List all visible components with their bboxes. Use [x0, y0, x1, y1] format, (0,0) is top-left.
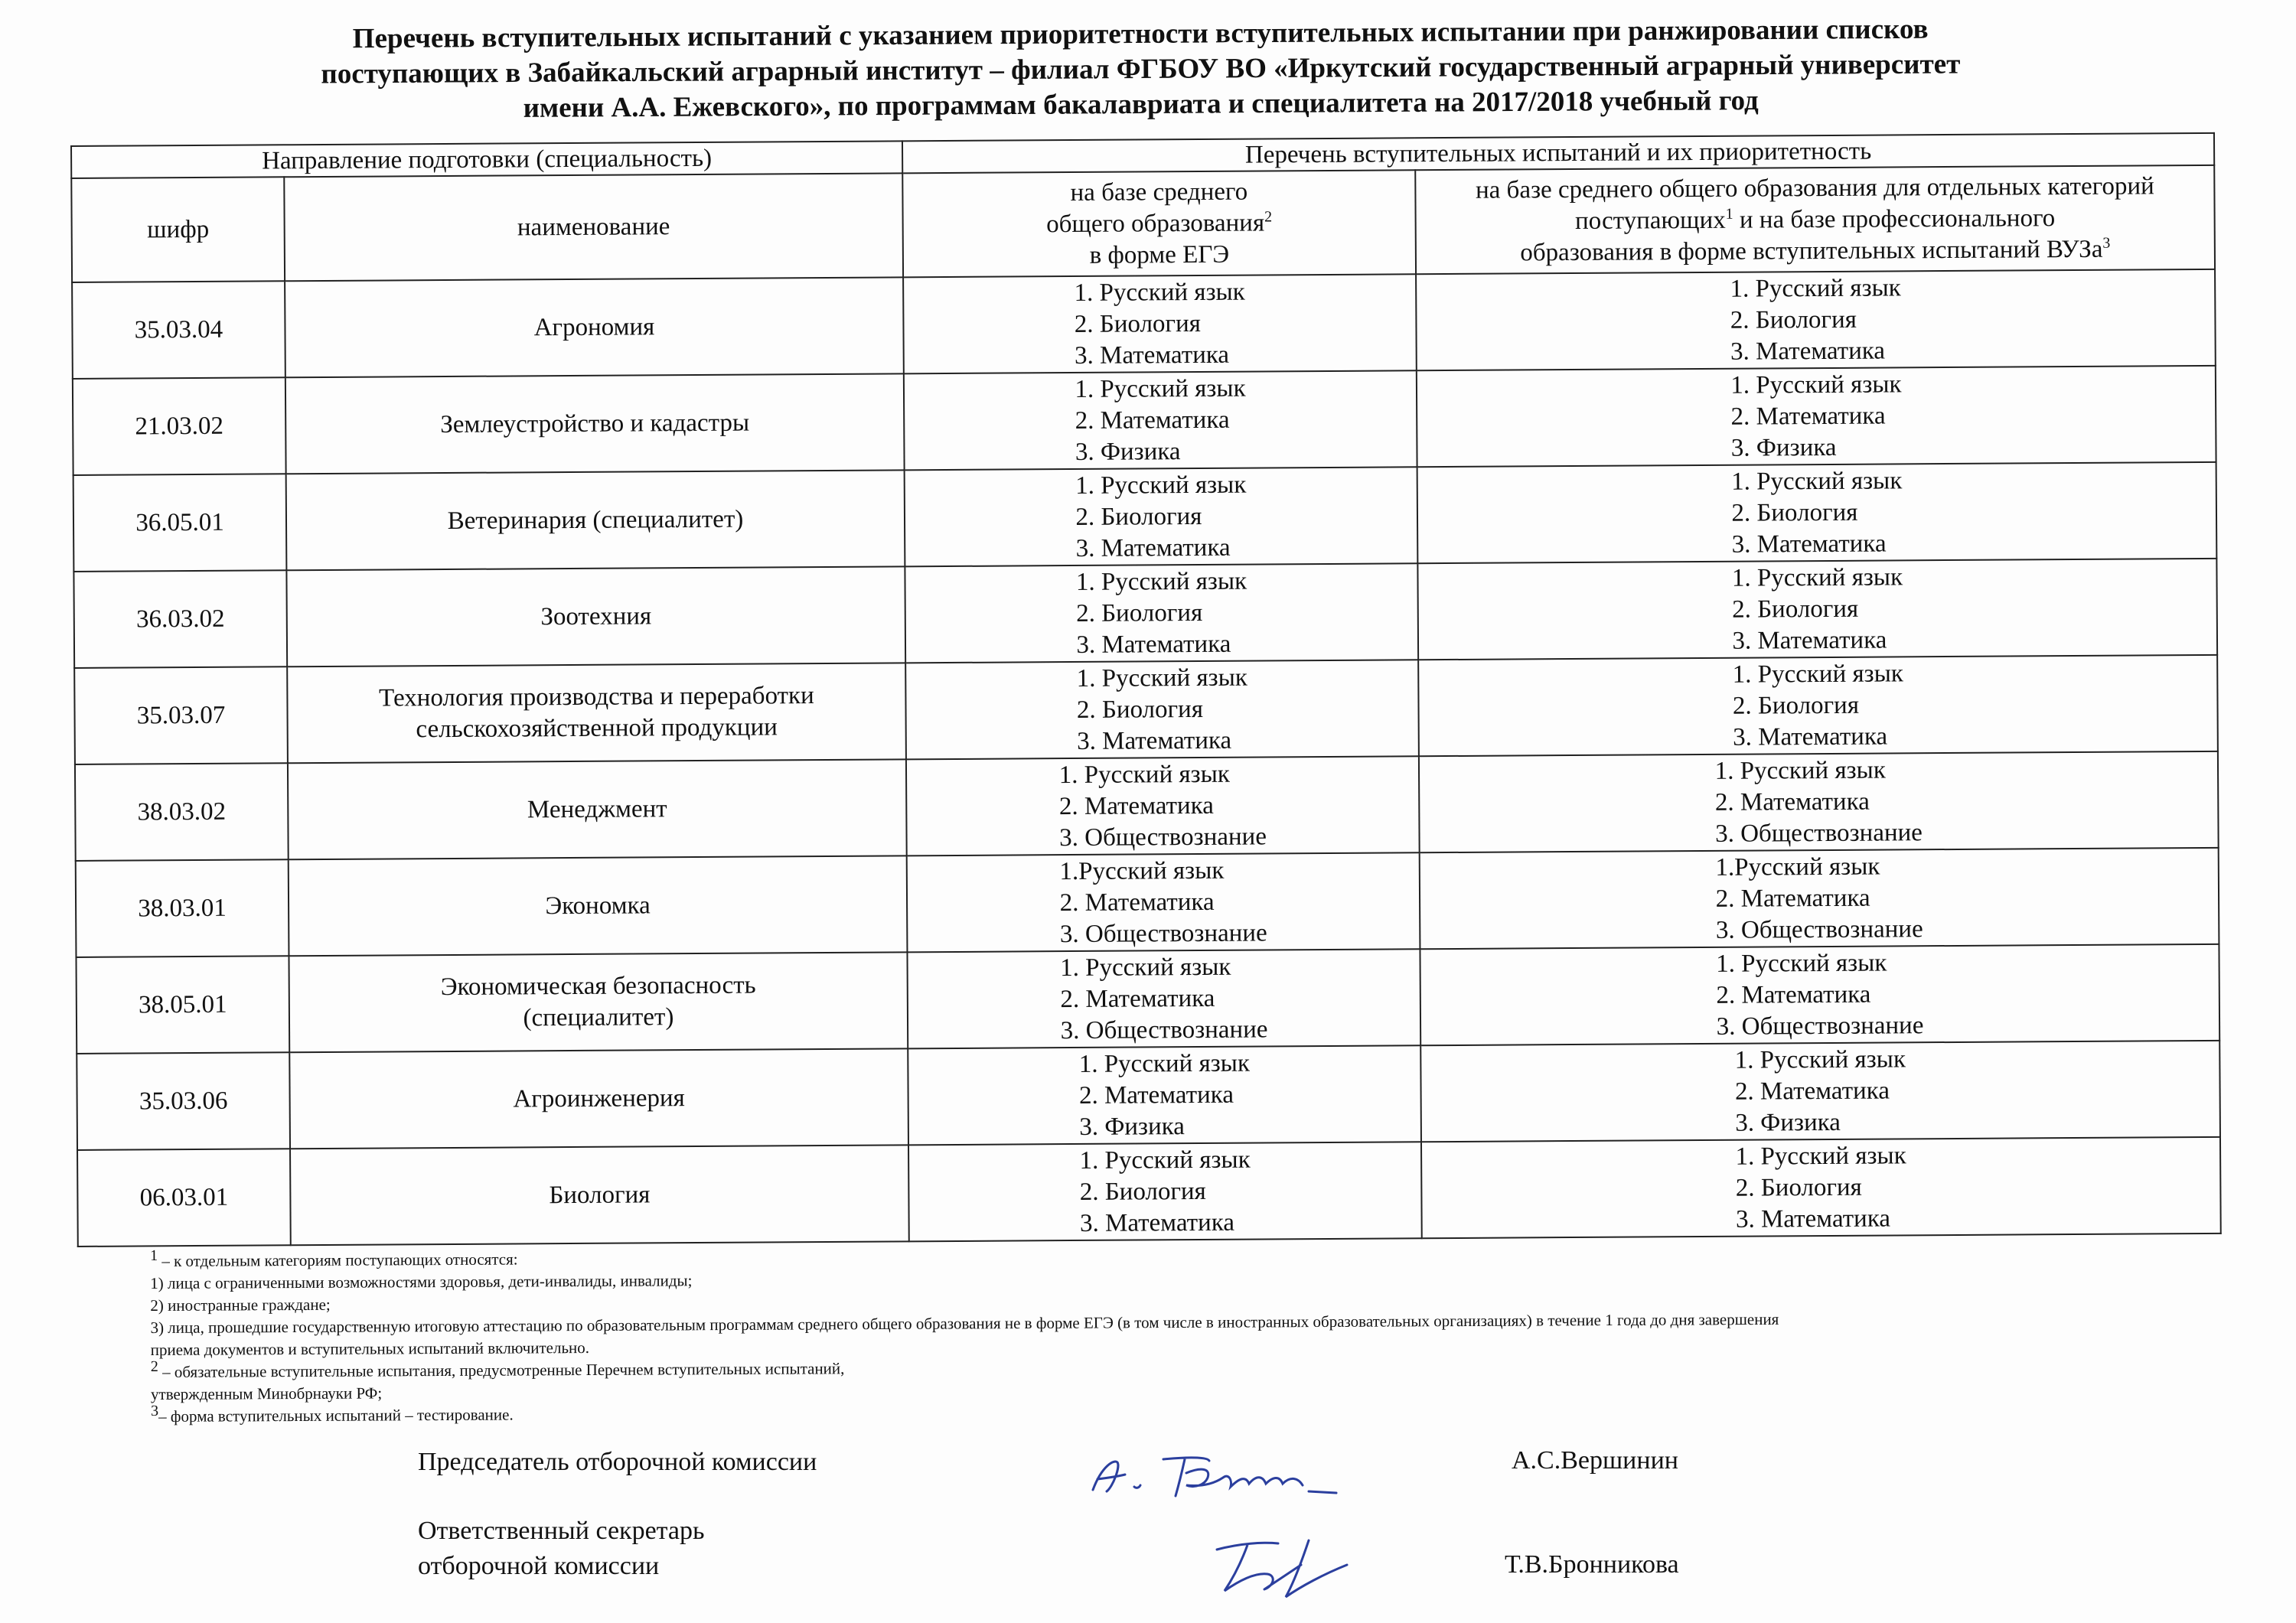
exam-list [1732, 562, 1903, 657]
exam-item: 1.Русский язык [1715, 852, 1880, 882]
exam-item: 2. Биология [1731, 498, 1858, 527]
exam-item: 2. Математика [1716, 980, 1871, 1009]
footnote-2-text: – обязательные вступительные испытания, предусмотренные Перечнем вступительных испытаний, [158, 1359, 845, 1381]
exam-item: 2. Биология [1730, 305, 1857, 334]
vuz-exams-cell [1417, 366, 2216, 467]
exam-list [1076, 565, 1247, 660]
footnote-ref-2: 2 [1264, 207, 1273, 225]
exam-item: 3. Обществознание [1715, 914, 1923, 944]
header-ege-line-1: на базе среднего [1070, 178, 1248, 207]
exam-item: 2. Биология [1076, 598, 1203, 627]
exam-item: 1. Русский язык [1060, 953, 1231, 982]
header-vuz-line-2 [1417, 201, 2214, 237]
header-ege-line-3: в форме ЕГЭ [1089, 240, 1230, 269]
exam-item: 2. Математика [1058, 791, 1214, 820]
exam-item: 3. Математика [1074, 341, 1230, 370]
vuz-exams-cell [1419, 751, 2219, 852]
footnote-1-item-2: 2) иностранные граждане; [150, 1295, 331, 1315]
title-line-3: имени А.А. Ежевского», по программам бакалавриата и специалитета на 2017/2018 учебный год [523, 85, 1759, 124]
exam-item: 2. Математика [1059, 888, 1215, 917]
document-title [138, 11, 2144, 129]
chair-role: Председатель отборочной комиссии [418, 1448, 817, 1476]
exam-item: 3. Физика [1730, 433, 1837, 462]
program-code: 38.03.02 [75, 763, 289, 861]
exam-list [1074, 276, 1245, 371]
exam-item: 2. Биология [1075, 502, 1202, 531]
exam-list [1075, 469, 1247, 564]
exam-item: 3. Математика [1732, 626, 1887, 655]
exam-item: 1. Русский язык [1076, 663, 1247, 693]
program-code: 36.03.02 [73, 570, 287, 668]
program-code: 35.03.06 [77, 1052, 290, 1150]
chair-signature [1079, 1442, 1416, 1511]
exam-item: 2. Биология [1732, 595, 1859, 624]
ege-exams-cell [908, 1045, 1421, 1145]
exam-item: 3. Математика [1733, 722, 1888, 751]
exam-item: 1. Русский язык [1714, 756, 1886, 785]
secretary-role-line-1: Ответственный секретарь [418, 1517, 705, 1545]
exam-item: 2. Математика [1734, 1077, 1890, 1106]
vuz-exams-cell [1418, 655, 2218, 756]
table-body [72, 269, 2221, 1247]
exam-item: 1. Русский язык [1732, 659, 1903, 689]
title-line-1: Перечень вступительных испытаний с указанием приоритетности вступительных испытании при ранжировании списков [352, 13, 1929, 55]
exam-list [1059, 758, 1267, 854]
header-ege-line-2 [904, 207, 1415, 241]
exam-item: 2. Биология [1074, 309, 1201, 338]
exam-item: 3. Обществознание [1715, 818, 1923, 848]
program-code: 35.03.07 [74, 666, 288, 764]
exam-item: 3. Математика [1730, 337, 1886, 366]
footnote-1-mark: 1 [149, 1247, 158, 1264]
exam-item: 2. Математика [1060, 984, 1215, 1013]
program-code: 38.05.01 [76, 956, 289, 1054]
exam-item: 1. Русский язык [1078, 1049, 1251, 1078]
program-name: Экономка [289, 855, 908, 956]
program-name: Ветеринария (специалитет) [286, 470, 905, 570]
table-row [76, 848, 2219, 957]
header-vuz-line-3 [1417, 233, 2214, 269]
table-row [74, 655, 2218, 764]
exam-item: 1. Русский язык [1075, 471, 1247, 500]
vuz-exams-cell [1417, 559, 2217, 660]
program-name: Биология [290, 1145, 909, 1245]
vuz-exams-cell [1416, 269, 2216, 370]
exam-item: 2. Биология [1732, 691, 1860, 720]
exam-item: 2. Биология [1079, 1177, 1206, 1206]
exam-list [1079, 1144, 1251, 1239]
table-row [73, 366, 2216, 475]
exam-item: 2. Математика [1075, 406, 1230, 435]
exam-item: 3. Математика [1731, 530, 1887, 559]
exam-list [1715, 851, 1923, 947]
exam-item: 2. Биология [1076, 695, 1204, 724]
table-row [75, 751, 2219, 861]
table-row [76, 944, 2219, 1054]
exam-list [1060, 951, 1267, 1047]
exam-item: 2. Математика [1078, 1080, 1234, 1110]
secretary-name: Т.В.Бронникова [1505, 1550, 1679, 1579]
exam-table-container [70, 132, 2220, 1247]
header-name: наименование [284, 173, 903, 281]
footnote-1-item-1: 1) лица с ограниченными возможностями здоровья, дети-инвалиды, инвалиды; [150, 1271, 693, 1292]
header-ege-text: общего образования [1046, 208, 1265, 238]
ege-exams-cell [907, 949, 1420, 1048]
ege-exams-cell [905, 467, 1418, 566]
header-vuz-text-c: образования в форме вступительных испытаний ВУЗа [1520, 235, 2103, 266]
program-name: Менеджмент [288, 759, 907, 859]
footnote-1-item-3-cont: приема документов и вступительных испытаний включительно. [150, 1338, 590, 1359]
exam-item: 2. Математика [1715, 884, 1870, 913]
exam-list [1735, 1140, 1906, 1235]
table-header-row [71, 165, 2215, 282]
ege-exams-cell [904, 370, 1417, 470]
exam-list [1733, 658, 1904, 753]
exam-item: 3. Физика [1735, 1108, 1841, 1137]
exam-item: 1. Русский язык [1058, 760, 1230, 789]
exam-item: 1. Русский язык [1079, 1146, 1251, 1175]
exam-item: 1. Русский язык [1075, 567, 1247, 596]
exam-item: 1. Русский язык [1735, 1141, 1906, 1171]
exam-item: 3. Физика [1079, 1112, 1185, 1141]
footnote-ref-3: 3 [2102, 234, 2111, 252]
table-row [73, 462, 2217, 572]
program-name: Агроинженерия [289, 1048, 908, 1149]
exam-list [1731, 465, 1903, 560]
footnote-ref-1: 1 [1725, 205, 1733, 223]
chair-name: А.С.Вершинин [1512, 1446, 1678, 1475]
exam-item: 3. Математика [1079, 1208, 1235, 1237]
vuz-exams-cell [1420, 848, 2219, 949]
exam-list [1077, 662, 1248, 757]
ege-exams-cell [905, 660, 1419, 759]
exam-table [70, 132, 2222, 1247]
program-name: Агрономия [285, 277, 904, 377]
exam-item: 3. Математика [1735, 1204, 1891, 1234]
header-vuz [1415, 165, 2215, 274]
program-name: Экономическая безопасность (специалитет) [289, 952, 908, 1052]
exam-item: 1.Русский язык [1059, 856, 1225, 885]
ege-exams-cell [903, 274, 1417, 373]
program-code: 06.03.01 [77, 1149, 291, 1247]
vuz-exams-cell [1420, 1041, 2220, 1142]
secretary-role-line-2: отборочной комиссии [418, 1552, 660, 1580]
exam-item: 3. Обществознание [1059, 822, 1267, 852]
table-row [72, 269, 2216, 379]
exam-item: 3. Математика [1075, 533, 1231, 562]
exam-item: 1. Русский язык [1731, 562, 1903, 592]
exam-item: 1. Русский язык [1074, 278, 1245, 307]
header-direction: Направление подготовки (специальность) [71, 141, 902, 178]
exam-list [1059, 855, 1267, 950]
exam-list [1079, 1048, 1251, 1142]
exam-list [1715, 754, 1923, 850]
footnote-3-text: – форма вступительных испытаний – тестирование. [158, 1405, 514, 1426]
secretary-signature [1194, 1527, 1378, 1603]
exam-item: 3. Обществознание [1060, 1015, 1268, 1045]
header-vuz-line-1: на базе среднего общего образования для отдельных категорий [1475, 171, 2154, 204]
program-code: 38.03.01 [76, 859, 289, 957]
exam-list [1716, 947, 1923, 1043]
exam-item: 2. Математика [1730, 402, 1886, 431]
exam-item: 2. Биология [1735, 1173, 1862, 1202]
table-row [77, 1137, 2221, 1247]
program-code: 21.03.02 [73, 377, 286, 475]
exam-item: 1. Русский язык [1716, 949, 1887, 978]
exam-item: 1. Русский язык [1730, 370, 1902, 399]
program-name: Зоотехния [286, 566, 905, 666]
exam-item: 1. Русский язык [1730, 273, 1901, 303]
title-line-2: поступающих в Забайкальский аграрный институт – филиал ФГБОУ ВО «Иркутский государственный аграрный университет [321, 48, 1961, 90]
ege-exams-cell [906, 756, 1420, 855]
footnote-1-item-3: 3) лица, прошедшие государственную итоговую аттестацию по образовательным программам среднего общего образования не в форме ЕГЭ (в том числе в иностранных образовательных организациях) в течение 1 года до дня завершения [150, 1309, 1779, 1337]
vuz-exams-cell [1421, 1137, 2221, 1238]
program-code: 36.05.01 [73, 474, 287, 572]
footnote-1-text: – к отдельным категориям поступающих относятся: [158, 1250, 518, 1270]
footnotes [150, 1240, 2179, 1428]
exam-item: 1. Русский язык [1731, 466, 1903, 496]
exam-item: 2. Математика [1714, 787, 1870, 816]
ege-exams-cell [907, 852, 1420, 952]
header-ege [902, 170, 1416, 277]
footnote-3-mark: 3 [151, 1402, 159, 1419]
footnote-2-mark: 2 [150, 1357, 158, 1375]
ege-exams-cell [905, 563, 1418, 663]
exam-item: 3. Математика [1077, 726, 1232, 755]
exam-item: 3. Математика [1076, 630, 1231, 659]
vuz-exams-cell [1417, 462, 2217, 563]
exam-item: 3. Обществознание [1716, 1011, 1924, 1041]
header-vuz-text-b: и на базе профессионального [1733, 204, 2056, 234]
exam-list [1075, 373, 1246, 468]
table-row [77, 1041, 2220, 1150]
exam-list [1735, 1044, 1906, 1139]
ege-exams-cell [908, 1142, 1422, 1241]
exam-item: 3. Обществознание [1059, 918, 1267, 948]
header-code: шифр [71, 177, 285, 282]
header-exams: Перечень вступительных испытаний и их приоритетность [902, 133, 2214, 173]
exam-item: 1. Русский язык [1734, 1045, 1906, 1074]
vuz-exams-cell [1420, 944, 2219, 1045]
exam-item: 1. Русский язык [1075, 374, 1246, 403]
program-name: Технология производства и переработки сельскохозяйственной продукции [287, 663, 906, 763]
exam-list [1730, 369, 1902, 464]
footnote-2-cont: утвержденным Минобрнауки РФ; [150, 1383, 383, 1403]
header-vuz-text-a: поступающих [1574, 206, 1726, 235]
program-code: 35.03.04 [72, 281, 285, 379]
program-name: Землеустройство и кадастры [285, 373, 905, 474]
exam-item: 3. Физика [1075, 437, 1181, 466]
exam-list [1730, 272, 1901, 367]
table-row [73, 559, 2217, 668]
